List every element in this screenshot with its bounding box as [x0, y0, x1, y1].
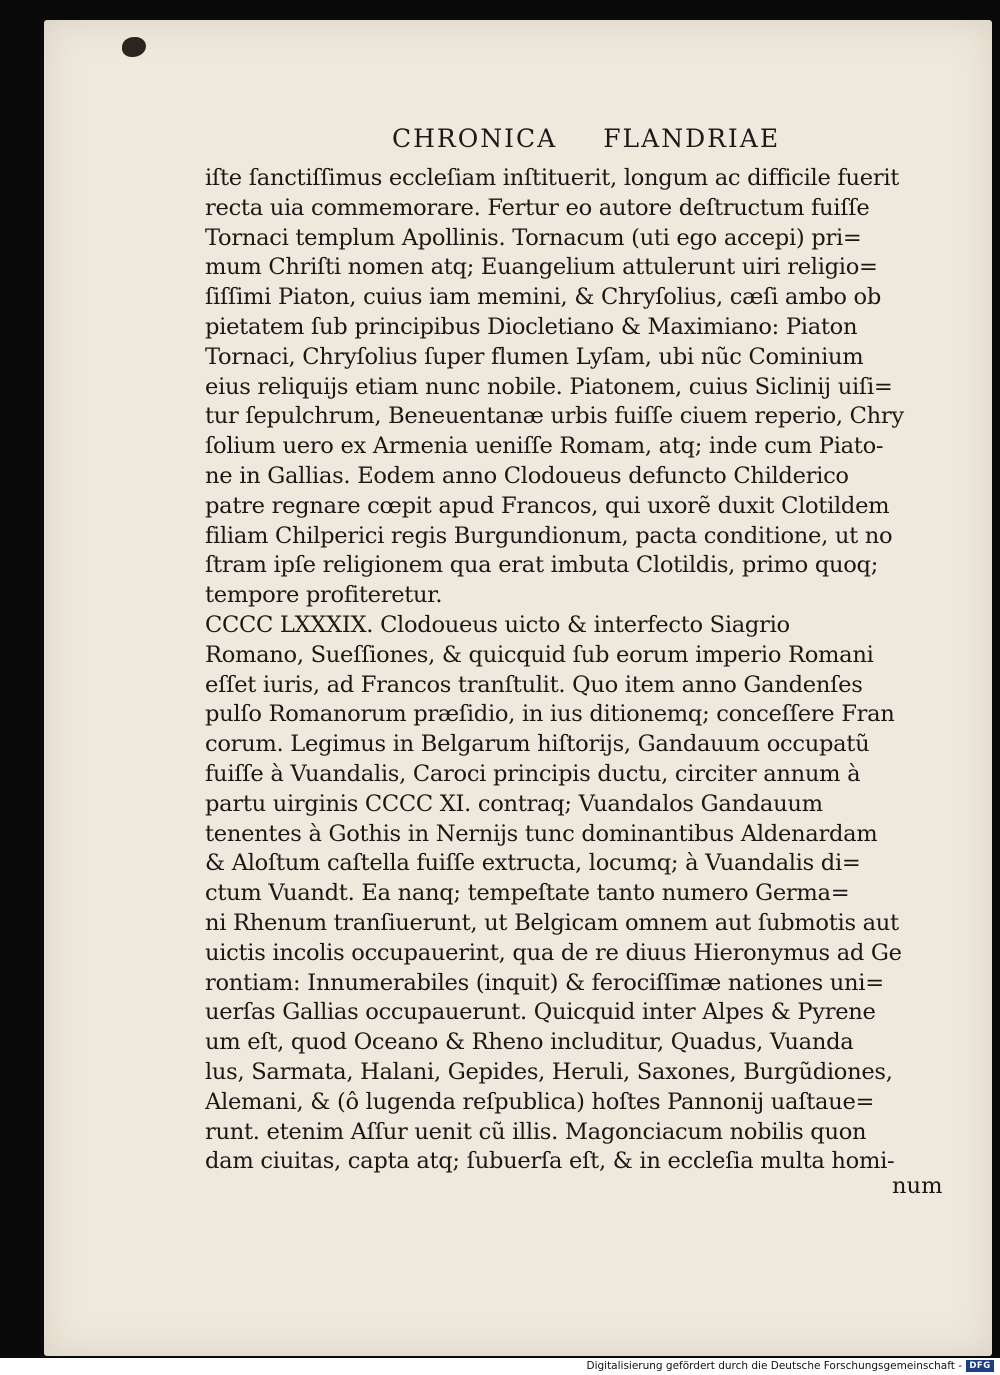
text-line: ne in Gallias. Eodem anno Clodoueus defuncto Childerico — [205, 462, 849, 489]
text-line: ctum Vuandt. Ea nanq; tempeſtate tanto numero Germa= — [205, 880, 850, 907]
text-line: & Aloſtum caſtella fuiſſe extructa, locumq; à Vuandalis di= — [205, 850, 861, 877]
text-line: um eſt, quod Oceano & Rheno includitur, Quadus, Vuanda — [205, 1029, 854, 1056]
text-line: corum. Legimus in Belgarum hiſtorijs, Gandauum occupatũ — [205, 731, 870, 758]
text-line: uictis incolis occupauerint, qua de re diuus Hieronymus ad Ge — [205, 939, 902, 966]
text-line: eius reliquijs etiam nunc nobile. Piatonem, cuius Siclinij uiſi= — [205, 373, 893, 400]
text-line: fuiſſe à Vuandalis, Caroci principis ductu, circiter annum à — [205, 760, 861, 787]
text-line: tenentes à Gothis in Nernijs tunc dominantibus Aldenardam — [205, 820, 878, 847]
ink-stain — [122, 37, 146, 57]
text-line: dam ciuitas, capta atq; ſubuerſa eſt, & in eccleſia multa homi- — [205, 1148, 895, 1175]
text-line: pietatem ſub principibus Diocletiano & Maximiano: Piaton — [205, 313, 858, 340]
text-line: Romano, Sueſſiones, & quicquid ſub eorum imperio Romani — [205, 641, 874, 668]
text-line: Alemani, & (ô lugenda reſpublica) hoſtes Pannonij uaſtaue= — [205, 1088, 875, 1115]
text-line: Tornaci, Chryſolius ſuper flumen Lyſam, ubi nũc Cominium — [205, 343, 864, 370]
dfg-logo: DFG — [966, 1360, 994, 1372]
running-head-word-2: FLANDRIAE — [603, 124, 781, 153]
text-line: partu uirginis CCCC XI. contraq; Vuandalos Gandauum — [205, 790, 823, 817]
running-head-word-1: CHRONICA — [392, 124, 558, 153]
text-line: ſiſſimi Piaton, cuius iam memini, & Chryſolius, cæſi ambo ob — [205, 284, 882, 311]
text-line: CCCC LXXXIX. Clodoueus uicto & interfecto Siagrio — [205, 611, 790, 638]
text-line: eſſet iuris, ad Francos tranſtulit. Quo item anno Gandenſes — [205, 671, 863, 698]
text-line: ſtram ipſe religionem qua erat imbuta Clotildis, primo quoq; — [205, 552, 879, 579]
text-line: lus, Sarmata, Halani, Gepides, Heruli, Saxones, Burgũdiones, — [205, 1058, 893, 1085]
funding-notice: Digitalisierung gefördert durch die Deutsche Forschungsgemeinschaft - — [586, 1360, 962, 1372]
text-line: mum Chriſti nomen atq; Euangelium attulerunt uiri religio= — [205, 254, 878, 281]
text-line: pulſo Romanorum præſidio, in ius ditionemq; conceſſere Fran — [205, 701, 895, 728]
text-line: ſolium uero ex Armenia ueniſſe Romam, atq; inde cum Piato- — [205, 433, 884, 460]
text-line: iſte ſanctiſſimus eccleſiam inſtituerit, longum ac difficile fuerit — [205, 165, 900, 191]
text-line: patre regnare cœpit apud Francos, qui uxorẽ duxit Clotildem — [205, 492, 890, 519]
text-line: tempore profiteretur. — [205, 582, 443, 609]
text-line: uerſas Gallias occupauerunt. Quicquid inter Alpes & Pyrene — [205, 999, 876, 1026]
catchword: num — [892, 1173, 943, 1199]
footer-bar — [0, 1358, 1000, 1375]
text-line: recta uia commemorare. Fertur eo autore deſtructum fuiſſe — [205, 194, 870, 221]
text-line: ni Rhenum tranſiuerunt, ut Belgicam omnem aut ſubmotis aut — [205, 909, 899, 936]
text-line: rontiam: Innumerabiles (inquit) & ferociſſimæ nationes uni= — [205, 969, 884, 996]
running-head — [392, 124, 780, 153]
text-line: Tornaci templum Apollinis. Tornacum (uti ego accepi) pri= — [205, 224, 862, 251]
text-line: runt. etenim Aſſur uenit cũ illis. Magonciacum nobilis quon — [205, 1118, 867, 1145]
text-line: tur ſepulchrum, Beneuentanæ urbis fuiſſe ciuem reperio, Chry — [205, 403, 904, 430]
text-line: filiam Chilperici regis Burgundionum, pacta conditione, ut no — [205, 522, 893, 549]
body-text — [205, 164, 955, 1177]
